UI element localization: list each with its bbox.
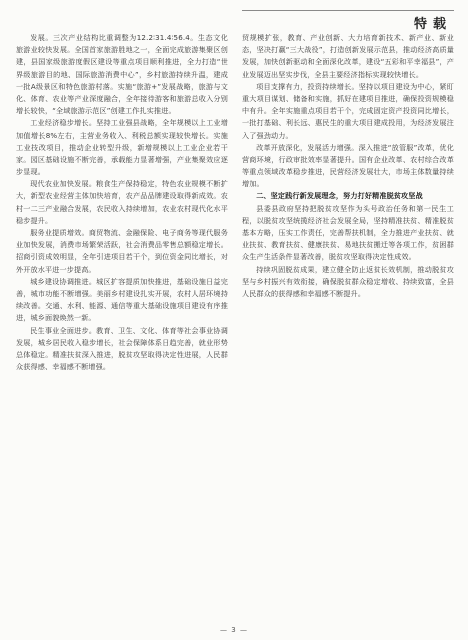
left-paragraph-2: 工业经济稳步增长。坚持工业强县战略，全年规模以上工业增加值增长8%左右，主营业务收入、利税总额实现较快增长。实施工业技改项目，推动企业转型升级，新增规模以上工业企业若干家。园区基础设施不断完善，承载能力显著增强，产业集聚效应逐步显现。 — [16, 118, 228, 177]
left-paragraph-1: 发展。三次产业结构比重调整为12.2∶31.4∶56.4。生态文化旅游业较快发展。全国首家旅游胜地之一，全面完成旅游集聚区创建，县国家级旅游度假区建设等重点项目顺利推进，全力打造“世界级旅游目的地、国际旅游消费中心”，乡村旅游持续升温，建成一批A级景区和特色旅游村落。实施“旅游+”发展战略，旅游与文化、体育、农业等产业深度融合，全年接待游客和旅游总收入分别增长较快，“全域旅游示范区”创建工作扎实推进。 — [16, 33, 228, 116]
section-heading-2: 二、坚定践行新发展理念，努力打好精准脱贫攻坚战 — [256, 191, 423, 201]
right-paragraph-1: 贸规模扩张，教育、产业创新、大力培育新技术、新产业、新业态，坚决打赢“三大战役”，打造创新发展示范县，推动经济高质量发展，加快创新驱动和全面深化改革，建设“五彩和平幸福县”，产业发展迈出坚实步伐，全县主要经济指标实现较快增长。 — [242, 33, 454, 79]
right-paragraph-2: 项目支撑有力，投资持续增长。坚持以项目建设为中心，紧盯重大项目谋划、储备和实施，抓好在建项目推进，确保投资规模稳中有升。全年实施重点项目若干个，完成固定资产投资同比增长，一批打基础、利长远、惠民生的重大项目建成投用，为经济发展注入了强劲动力。 — [242, 81, 454, 140]
left-paragraph-4: 服务业提质增效。商贸物流、金融保险、电子商务等现代服务业加快发展，消费市场繁荣活跃，社会消费品零售总额稳定增长。招商引资成效明显，全年引进项目若干个，到位资金同比增长，对外开放水平进一步提高。 — [16, 228, 228, 274]
section-title: 特载 — [413, 17, 452, 32]
left-paragraph-3: 现代农业加快发展。粮食生产保持稳定，特色农业规模不断扩大，新型农业经营主体加快培育，农产品品牌建设取得新成效。农村一二三产业融合发展，农民收入持续增加，农业农村现代化水平稳步提升。 — [16, 179, 228, 225]
right-column — [242, 32, 454, 618]
header-rule — [242, 10, 454, 11]
left-column — [16, 32, 228, 618]
right-paragraph-5: 持续巩固脱贫成果，建立健全防止返贫长效机制，推动脱贫攻坚与乡村振兴有效衔接，确保脱贫群众稳定增收、持续致富，全县人民群众的获得感和幸福感不断提升。 — [242, 264, 454, 298]
left-paragraph-6: 民生事业全面进步。教育、卫生、文化、体育等社会事业协调发展，城乡居民收入稳步增长，社会保障体系日趋完善，就业形势总体稳定。精准扶贫深入推进，脱贫攻坚取得决定性进展，人民群众获得感、幸福感不断增强。 — [16, 325, 228, 372]
right-paragraph-4: 县委县政府坚持把脱贫攻坚作为头号政治任务和第一民生工程，以脱贫攻坚统揽经济社会发展全局，坚持精准扶贫、精准脱贫基本方略，压实工作责任，完善帮扶机制，全力推进产业扶贫、就业扶贫、教育扶贫、健康扶贫、易地扶贫搬迁等各项工作，贫困群众生产生活条件显著改善，脱贫攻坚取得决定性成效。 — [242, 203, 454, 262]
right-paragraph-3: 改革开放深化，发展活力增强。深入推进“放管服”改革，优化营商环境，行政审批效率显著提升。国有企业改革、农村综合改革等重点领域改革稳步推进，民营经济发展壮大，市场主体数量持续增加。 — [242, 142, 454, 189]
left-paragraph-5: 城乡建设协调推进。城区扩容提质加快推进，基础设施日益完善，城市功能不断增强。美丽乡村建设扎实开展，农村人居环境持续改善。交通、水利、能源、通信等重大基础设施项目建设有序推进，城乡面貌焕然一新。 — [16, 276, 228, 323]
page-number: — 3 — — [220, 626, 248, 634]
